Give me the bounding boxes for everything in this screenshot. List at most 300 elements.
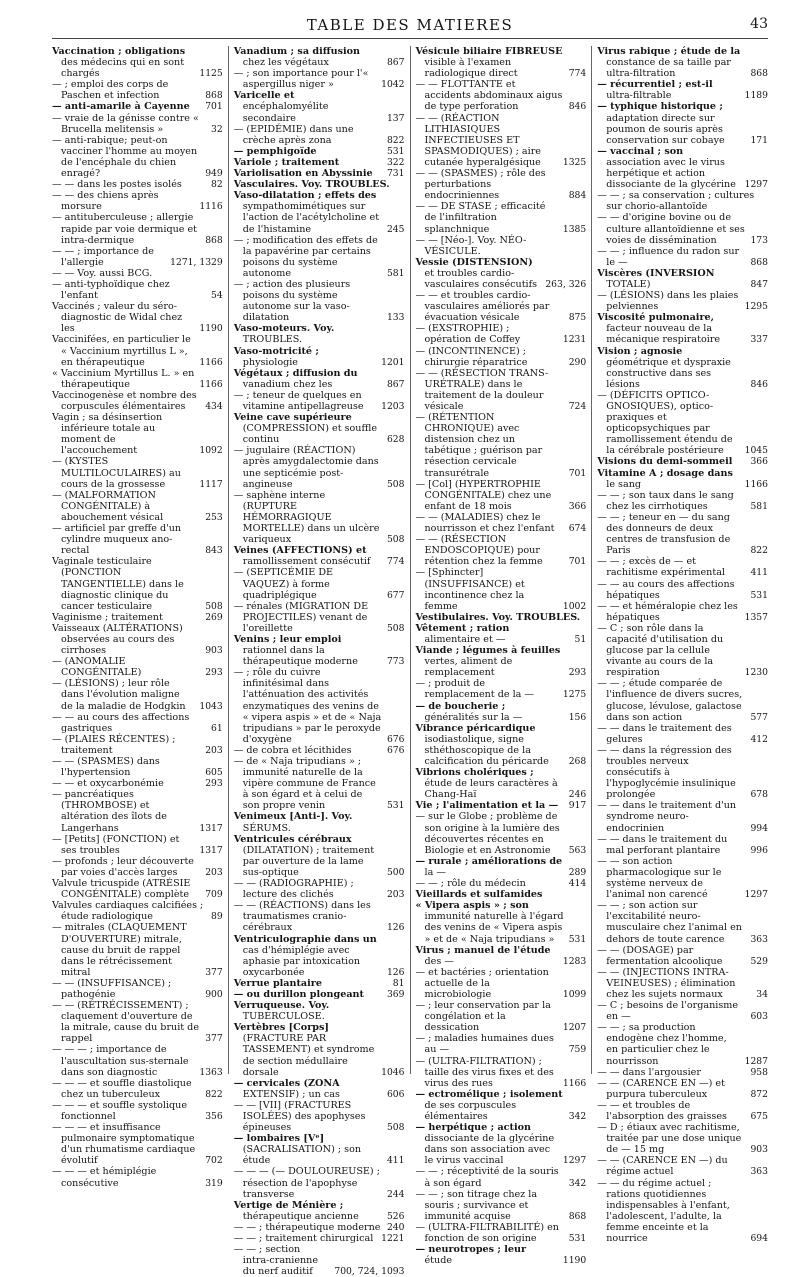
index-entry bbox=[597, 312, 768, 345]
index-entry-text: — — ; étude comparée de l'influence de divers sucres, glucose, lévulose, galactose dans son action bbox=[597, 678, 743, 723]
index-entry-text: — de « Naja tripudians » ; immunité naturelle de la vipère commune de France à son égard et à celui de son propre venin bbox=[233, 756, 376, 812]
index-entry-text: — ; action des plusieurs poisons du système autonome sur la vaso-dilatation bbox=[233, 278, 351, 324]
index-entry bbox=[597, 101, 768, 145]
index-entry-text: Ventricules cérébraux (DILATATION) ; traitement par ouverture de la lame sus-optique bbox=[233, 833, 375, 878]
index-entry-text: Vaso-dilatation ; effets des sympathomimétiques sur l'action de l'acétylcholine et de l'histamine bbox=[233, 190, 380, 235]
index-entry-text: — — (CARENCE EN —) et purpura tuberculeux bbox=[597, 1077, 725, 1100]
index-entry bbox=[234, 756, 405, 811]
index-entry-text: Vibrance péricardique isodiastolique, signe sthéthoscopique de la calcification du péricarde bbox=[415, 722, 549, 767]
index-entry-text: — ; maladies humaines dues au — bbox=[415, 1033, 554, 1056]
index-entry-text: — (INCONTINENCE) ; chirurgie réparatrice bbox=[415, 345, 528, 368]
index-entry-page: 994 bbox=[750, 822, 768, 834]
index-entry-text: Valvules cardiaques calcifiées ; étude radiologique bbox=[52, 900, 204, 923]
index-entry-page: 133 bbox=[386, 312, 405, 324]
index-entry bbox=[597, 1000, 768, 1022]
index-entry-page: 996 bbox=[750, 844, 768, 856]
index-entry-text: Visions du demi-sommeil bbox=[597, 456, 733, 468]
index-entry-text: « Vipera aspis » ; son immunité naturelle à l'égard des venins de « Vipera aspis » et de « Naja tripudians » bbox=[415, 900, 564, 945]
index-entry-page: 289 bbox=[568, 866, 587, 878]
index-entry bbox=[234, 445, 405, 489]
index-entry bbox=[234, 745, 405, 756]
index-entry-page: 1190 bbox=[199, 323, 223, 335]
index-entry-page: 1271, 1329 bbox=[170, 256, 223, 268]
index-entry-text: Végétaux ; diffusion du vanadium chez les bbox=[233, 367, 358, 390]
index-entry bbox=[234, 567, 405, 600]
index-entry bbox=[52, 922, 223, 977]
index-entry-text: — — ; traitement chirurgical bbox=[233, 1233, 374, 1245]
index-entry-text: — ; modification des effets de la papavérine par certains poisons du système autonome bbox=[233, 234, 378, 279]
index-entry bbox=[234, 346, 405, 368]
index-entry bbox=[234, 1000, 405, 1022]
index-entry-text: — ; son importance pour l'« aspergillus niger » bbox=[233, 68, 369, 91]
index-entry-page: 674 bbox=[568, 523, 587, 535]
index-entry-text: — — (RÉACTIONS) dans les traumatismes cranio-cérébraux bbox=[233, 900, 371, 934]
index-entry bbox=[234, 834, 405, 878]
index-entry-text: — pemphigoïde bbox=[233, 145, 317, 157]
index-entry-text: Vaccination ; obligations des médecins qui en sont chargés bbox=[52, 46, 186, 80]
index-entry-page: 774 bbox=[568, 68, 587, 80]
index-entry bbox=[234, 490, 405, 545]
index-entry-page: 529 bbox=[750, 955, 768, 967]
index-entry-text: Vésicule biliaire FIBREUSE visible à l'examen radiologique direct bbox=[415, 46, 563, 80]
index-entry bbox=[234, 190, 405, 234]
index-entry-page: 89 bbox=[211, 911, 223, 923]
index-entry-page: 822 bbox=[750, 545, 768, 557]
index-entry-text: Vêtement ; ration alimentaire et — bbox=[415, 622, 510, 645]
index-entry-text: Variolisation en Abyssinie bbox=[233, 168, 373, 180]
index-entry-page: 677 bbox=[386, 589, 405, 601]
index-entry bbox=[416, 811, 587, 855]
index-entry-page: 581 bbox=[750, 500, 768, 512]
index-entry bbox=[597, 856, 768, 900]
index-entry bbox=[597, 1078, 768, 1100]
index-entry-text: — (EPIDÉMIE) dans une crèche après zona bbox=[233, 123, 354, 146]
index-entry-page: 508 bbox=[205, 600, 223, 612]
index-entry-text: — vaccinal ; son association avec le virus herpétique et action dissociante de la glycérine bbox=[597, 145, 736, 191]
index-entry-page: 500 bbox=[386, 866, 405, 878]
index-entry-text: — — — ; importance de l'auscultation sus-sternale dans son diagnostic bbox=[52, 1044, 189, 1078]
index-entry-page: 577 bbox=[750, 711, 768, 723]
index-entry bbox=[52, 1000, 223, 1044]
index-entry-page: 171 bbox=[750, 134, 768, 146]
index-entry-page: 868 bbox=[750, 68, 768, 80]
index-entry-text: — (ULTRA-FILTRABILITÉ) en fonction de son origine bbox=[415, 1221, 559, 1245]
index-entry-text: — profonds ; leur découverte par voies d'accès larges bbox=[52, 855, 194, 878]
index-entry-text: Veines (AFFECTIONS) et ramollissement consécutif bbox=[233, 545, 371, 568]
index-entry-page: 700, 724, 1093 bbox=[334, 1266, 405, 1277]
index-entry-text: — — ; son titrage chez la souris ; survivance et immunité acquise bbox=[415, 1188, 538, 1222]
index-entry-page: 1116 bbox=[199, 201, 223, 213]
index-entry-page: 531 bbox=[568, 1233, 587, 1245]
index-entry-page: 676 bbox=[386, 744, 405, 756]
index-entry bbox=[52, 656, 223, 678]
index-entry-page: 61 bbox=[211, 722, 223, 734]
index-entry-text: — (ANOMALIE CONGÉNITALE) bbox=[52, 656, 142, 679]
index-entry-page: 356 bbox=[205, 1111, 223, 1122]
index-entry bbox=[234, 811, 405, 833]
index-entry-page: 51 bbox=[574, 633, 587, 645]
index-entry bbox=[416, 46, 587, 79]
index-entry bbox=[52, 368, 223, 390]
index-entry bbox=[234, 157, 405, 168]
index-entry-page: 377 bbox=[205, 966, 223, 978]
index-entry bbox=[234, 1233, 405, 1244]
index-entry bbox=[597, 1022, 768, 1066]
index-entry-text: — anti-rabique; peut-on vacciner l'homme au moyen de l'encéphale du chien enragé? bbox=[52, 134, 198, 180]
index-entry bbox=[597, 800, 768, 833]
index-entry bbox=[416, 368, 587, 412]
index-entry bbox=[597, 1067, 768, 1078]
index-entry bbox=[597, 468, 768, 490]
index-entry-page: 867 bbox=[386, 57, 405, 69]
index-entry-page: 563 bbox=[568, 844, 587, 856]
index-entry-page: 322 bbox=[386, 156, 405, 168]
index-entry-page: 32 bbox=[211, 123, 223, 135]
index-entry bbox=[416, 1122, 587, 1166]
index-entry-page: 1046 bbox=[381, 1066, 405, 1078]
index-entry-text: — — Voy. aussi BCG. bbox=[52, 267, 153, 279]
index-entry bbox=[416, 967, 587, 1000]
index-entry-page: 531 bbox=[386, 800, 405, 812]
index-entry-text: Vibrions cholériques ; étude de leurs caractères à Chang-Haï bbox=[415, 767, 558, 801]
index-entry bbox=[52, 978, 223, 1000]
index-entry-page: 846 bbox=[568, 101, 587, 113]
index-entry bbox=[416, 1222, 587, 1244]
index-entry bbox=[52, 789, 223, 833]
index-entry-page: 1283 bbox=[562, 955, 587, 967]
index-entry bbox=[52, 523, 223, 556]
index-entry-text: — — (DOSAGE) par fermentation alcoolique bbox=[597, 944, 723, 967]
index-entry-text: — de cobra et lécithides bbox=[233, 744, 352, 756]
index-entry-page: 342 bbox=[568, 1111, 587, 1122]
index-entry-page: 531 bbox=[750, 589, 768, 601]
index-entry-text: — lombaires [Vᵉ] (SACRALISATION) ; son étude bbox=[233, 1133, 362, 1167]
index-entry bbox=[416, 856, 587, 878]
index-entry bbox=[52, 712, 223, 734]
index-entry-text: — pancréatiques (THROMBOSE) et altération des îlots de Langerhans bbox=[52, 789, 167, 834]
index-entry-page: 240 bbox=[386, 1221, 405, 1233]
index-entry bbox=[234, 146, 405, 157]
index-entry-page: 508 bbox=[386, 534, 405, 546]
index-entry bbox=[234, 1200, 405, 1222]
index-entry bbox=[597, 1155, 768, 1177]
index-entry bbox=[597, 79, 768, 101]
page-title: TABLE DES MATIERES bbox=[306, 16, 514, 34]
index-entry-page: 603 bbox=[750, 1011, 768, 1023]
index-entry-page: 173 bbox=[750, 234, 768, 246]
index-entry-page: 900 bbox=[205, 988, 223, 1000]
index-entry-page: 377 bbox=[205, 1033, 223, 1045]
index-entry bbox=[416, 567, 587, 611]
index-entry-text: Viscosité pulmonaire, facteur nouveau de la mécanique respiratoire bbox=[597, 312, 721, 346]
index-entry-text: — — (RÉTRÉCISSEMENT) ; claquement d'ouverture de la mitrale, cause du bruit de rappel bbox=[52, 1000, 199, 1045]
index-entry bbox=[597, 1122, 768, 1155]
index-entry-text: — anti-amarile à Cayenne bbox=[52, 101, 190, 113]
index-entry-text: — — ; importance de l'allergie bbox=[52, 245, 154, 268]
index-entry-text: — — — et souffle diastolique chez un tuberculeux bbox=[52, 1077, 192, 1100]
index-entry bbox=[416, 678, 587, 700]
index-entry bbox=[416, 257, 587, 290]
index-entry-text: Vertige de Ménière ; thérapeutique ancienne bbox=[233, 1199, 359, 1222]
index-entry bbox=[234, 1222, 405, 1233]
index-entry-page: 366 bbox=[568, 500, 587, 512]
index-entry-page: 1117 bbox=[199, 478, 223, 490]
index-entry-text: — — des chiens après morsure bbox=[52, 190, 159, 213]
index-entry-text: Virus rabique ; étude de la constance de sa taille par ultra-filtration bbox=[597, 46, 741, 80]
index-entry bbox=[234, 667, 405, 745]
index-entry-page: 293 bbox=[205, 778, 223, 790]
index-entry-text: — — et oxycarbonémie bbox=[52, 778, 164, 790]
index-entry-page: 1230 bbox=[744, 667, 768, 679]
index-entry-page: 1231 bbox=[562, 334, 587, 346]
index-entry-text: — (RÉTENTION CHRONIQUE) avec distension chez un tabétique ; guérison par résection cervicale transurétrale bbox=[415, 412, 543, 479]
index-entry bbox=[416, 701, 587, 723]
index-entry bbox=[234, 46, 405, 68]
index-entry-text: — (MALFORMATION CONGÉNITALE) à abouchement vésical bbox=[52, 489, 164, 523]
index-entry-text: — rurale ; améliorations de la — bbox=[415, 855, 563, 878]
index-entry bbox=[597, 623, 768, 678]
index-entry-text: — C ; besoins de l'organisme en — bbox=[597, 1000, 739, 1023]
index-entry bbox=[52, 412, 223, 456]
index-entry bbox=[597, 46, 768, 79]
index-entry bbox=[416, 512, 587, 534]
index-entry bbox=[234, 1100, 405, 1133]
index-entry-page: 1002 bbox=[562, 600, 587, 612]
index-entry-text: — cervicales (ZONA EXTENSIF) ; un cas bbox=[233, 1077, 340, 1100]
index-entry bbox=[234, 168, 405, 179]
index-entry-page: 1317 bbox=[199, 844, 223, 856]
index-entry bbox=[234, 978, 405, 989]
index-entry-page: 253 bbox=[205, 511, 223, 523]
index-entry-page: 884 bbox=[568, 190, 587, 202]
index-entry-text: — rénales (MIGRATION DE PROJECTILES) venant de l'oreillette bbox=[233, 600, 369, 634]
index-entry-text: — — dans la régression des troubles nerveux consécutifs à l'hypoglycémie insulinique prolongée bbox=[597, 744, 736, 801]
index-entry bbox=[234, 124, 405, 146]
index-entry-page: 531 bbox=[568, 933, 587, 945]
index-entry bbox=[416, 168, 587, 201]
index-entry-text: — — (RÉSECTION TRANS-URÉTRALE) dans le traitement de la douleur vésicale bbox=[415, 367, 549, 412]
index-entry-page: 1317 bbox=[199, 822, 223, 834]
index-entry-text: — — ; sa conservation ; cultures sur chorio-allantoïde bbox=[597, 190, 755, 213]
index-entry-text: — — — et souffle systolique fonctionnel bbox=[52, 1099, 188, 1122]
index-entry-page: 822 bbox=[205, 1088, 223, 1100]
index-entry-text: — — au cours des affections hépatiques bbox=[597, 578, 735, 601]
index-entry-text: — antituberculeuse ; allergie rapide par voie dermique et intra-dermique bbox=[52, 212, 198, 246]
index-entry-text: — saphène interne (RUPTURE HÉMORRAGIQUE MORTELLE) dans un ulcère variqueux bbox=[233, 489, 380, 546]
index-entry-page: 54 bbox=[211, 290, 223, 302]
index-entry-text: Vaginisme ; traitement bbox=[52, 611, 163, 623]
index-entry bbox=[52, 113, 223, 135]
index-entry-page: 508 bbox=[386, 1122, 405, 1134]
index-entry-page: 1099 bbox=[562, 988, 587, 1000]
index-entry-text: — — (SPASMES) ; rôle des perturbations endocriniennes bbox=[415, 168, 546, 202]
index-entry-text: — de boucherie ; généralités sur la — bbox=[415, 700, 523, 723]
index-entry bbox=[52, 456, 223, 489]
index-entry-text: Vaisseaux (ALTÉRATIONS) observées au cours des cirrhoses bbox=[52, 622, 183, 657]
index-entry-text: — — (RÉSECTION ENDOSCOPIQUE) pour rétention chez la femme bbox=[415, 534, 543, 568]
index-entry-text: Vasculaires. Voy. TROUBLES. bbox=[233, 179, 390, 191]
index-entry bbox=[416, 1000, 587, 1033]
index-entry-text: Venins ; leur emploi rationnel dans la thérapeutique moderne bbox=[233, 633, 358, 668]
index-entry bbox=[416, 800, 587, 811]
index-entry-text: — — ; son taux dans le sang chez les cirrhotiques bbox=[597, 489, 734, 512]
index-entry bbox=[416, 889, 587, 900]
index-entry-text: — — (RADIOGRAPHIE) ; lecture des clichés bbox=[233, 878, 354, 901]
index-entry bbox=[416, 1089, 587, 1122]
index-entry-page: 156 bbox=[568, 711, 587, 723]
index-entry-text: — récurrentiel ; est-il ultra-filtrable bbox=[597, 79, 713, 102]
index-entry-page: 868 bbox=[205, 234, 223, 246]
index-entry-text: — — dans l'argousier bbox=[597, 1066, 701, 1078]
index-entry-text: — — (INSUFFISANCE) ; pathogénie bbox=[52, 977, 172, 1000]
index-entry-page: 724 bbox=[568, 401, 587, 412]
index-entry bbox=[234, 235, 405, 279]
page-header bbox=[52, 14, 768, 39]
index-column-1 bbox=[52, 46, 228, 1189]
index-entry bbox=[52, 756, 223, 778]
index-entry-text: — C ; son rôle dans la capacité d'utilisation du glucose par la cellule vivante au cours de la respiration bbox=[597, 622, 724, 679]
index-entry bbox=[52, 623, 223, 656]
index-entry bbox=[416, 290, 587, 323]
index-entry-text: — — — et insuffisance pulmonaire symptomatique d'un rhumatisme cardiaque évolutif bbox=[52, 1122, 196, 1167]
index-entry-text: — sur le Globe ; problème de son origine à la lumière des découvertes récentes en Biologie et en Astronomie bbox=[415, 811, 560, 856]
index-entry-page: 1385 bbox=[562, 223, 587, 235]
index-entry-text: — — au cours des affections gastriques bbox=[52, 711, 190, 734]
index-entry-page: 203 bbox=[386, 889, 405, 901]
index-entry bbox=[52, 101, 223, 112]
index-entry bbox=[597, 834, 768, 856]
index-entry-text: — — DE STASE ; efficacité de l'infiltration splanchnique bbox=[415, 201, 546, 235]
index-entry-text: Variole ; traitement bbox=[233, 156, 340, 168]
index-entry bbox=[597, 745, 768, 800]
index-entry-text: — — ; teneur en — du sang des donneurs de deux centres de transfusion de Paris bbox=[597, 511, 731, 557]
index-entry bbox=[597, 945, 768, 967]
index-entry-text: — ectromélique ; isolement de ses corpuscules élémentaires bbox=[415, 1088, 563, 1122]
index-entry-page: 434 bbox=[205, 401, 223, 412]
index-entry-page: 268 bbox=[568, 756, 587, 767]
index-entry-page: 1045 bbox=[744, 445, 768, 457]
index-entry bbox=[52, 1100, 223, 1122]
index-entry-text: — — d'origine bovine ou de culture allantoïdienne et ses voies de dissémination bbox=[597, 212, 745, 246]
index-entry-page: 875 bbox=[568, 312, 587, 324]
index-entry-text: — ; leur conservation par la congélation et la dessication bbox=[415, 1000, 551, 1034]
index-entry bbox=[52, 834, 223, 856]
index-entry bbox=[234, 1022, 405, 1077]
index-entry-page: 675 bbox=[750, 1111, 768, 1122]
index-entry-page: 868 bbox=[750, 256, 768, 268]
index-entry-page: 949 bbox=[205, 168, 223, 180]
index-entry-page: 34 bbox=[756, 988, 768, 1000]
index-entry-text: — (ULTRA-FILTRATION) ; taille des virus fixes et des virus des rues bbox=[415, 1055, 554, 1089]
index-entry bbox=[597, 579, 768, 601]
index-entry-text: Vaso-motricité ; physiologie bbox=[233, 345, 319, 368]
index-column-3 bbox=[410, 46, 592, 1267]
index-entry-text: — — FLOTTANTE et accidents abdominaux aigus de type perforation bbox=[415, 79, 563, 113]
index-entry bbox=[597, 212, 768, 245]
index-entry-text: — (DÉFICITS OPTICO-GNOSIQUES), optico-praxiques et opticopsychiques par ramollissement étendu de la cérébrale postérieure bbox=[597, 389, 733, 457]
index-entry-page: 342 bbox=[568, 1177, 587, 1189]
index-entry-page: 319 bbox=[205, 1177, 223, 1189]
index-entry-page: 847 bbox=[750, 278, 768, 290]
index-entry bbox=[234, 900, 405, 933]
index-entry-page: 628 bbox=[386, 434, 405, 446]
index-entry bbox=[52, 179, 223, 190]
index-entry bbox=[52, 246, 223, 268]
index-entry-page: 867 bbox=[386, 378, 405, 390]
index-entry bbox=[234, 90, 405, 123]
index-entry bbox=[597, 146, 768, 190]
index-entry-text: — ; teneur de quelques en vitamine antipellagreuse bbox=[233, 389, 364, 412]
index-entry-page: 1363 bbox=[199, 1066, 223, 1078]
index-entry-text: — artificiel par greffe d'un cylindre muqueux ano-rectal bbox=[52, 523, 182, 557]
index-entry bbox=[416, 1166, 587, 1188]
index-entry bbox=[597, 268, 768, 290]
index-entry-page: 1166 bbox=[199, 356, 223, 368]
index-entry bbox=[597, 390, 768, 457]
index-entry bbox=[234, 1078, 405, 1100]
index-entry bbox=[597, 190, 768, 212]
index-entry bbox=[234, 368, 405, 390]
index-entry bbox=[416, 1189, 587, 1222]
index-entry bbox=[52, 900, 223, 922]
index-entry bbox=[416, 623, 587, 645]
index-entry-text: — — dans les postes isolés bbox=[52, 179, 182, 191]
index-entry-page: 82 bbox=[211, 179, 223, 191]
index-columns bbox=[52, 46, 768, 1277]
index-entry bbox=[416, 1056, 587, 1089]
index-entry-page: 1043 bbox=[199, 700, 223, 712]
index-column-4 bbox=[591, 46, 768, 1245]
index-entry-text: Viande ; légumes à feuilles vertes, aliment de remplacement bbox=[415, 645, 561, 679]
index-entry bbox=[416, 723, 587, 767]
index-entry-text: Vagin ; sa désinsertion inférieure totale au moment de l'accouchement bbox=[52, 412, 163, 457]
index-entry-text: — — du régime actuel ; rations quotidiennes indispensables à l'enfant, l'adolescent, l'adulte, la femme enceinte et la nourrice bbox=[597, 1177, 730, 1245]
index-entry-page: 508 bbox=[386, 478, 405, 490]
index-entry-page: 411 bbox=[386, 1155, 405, 1167]
index-entry-page: 245 bbox=[386, 223, 405, 235]
index-entry-page: 843 bbox=[205, 545, 223, 557]
index-entry-page: 508 bbox=[386, 622, 405, 634]
index-entry bbox=[52, 334, 223, 367]
index-entry-page: 581 bbox=[386, 267, 405, 279]
index-entry-page: 1042 bbox=[381, 79, 405, 91]
index-entry-text: — — ; thérapeutique moderne bbox=[233, 1221, 381, 1233]
index-entry bbox=[52, 190, 223, 212]
index-entry bbox=[52, 856, 223, 878]
index-entry-text: — — (MALADIES) chez le nourrisson et chez l'enfant bbox=[415, 511, 555, 535]
index-entry bbox=[52, 612, 223, 623]
index-entry bbox=[234, 1166, 405, 1199]
index-entry-text: — ; emploi des corps de Paschen et infection bbox=[52, 79, 169, 102]
index-entry-text: — — son action pharmacologique sur le système nerveux de l'animal non carencé bbox=[597, 855, 722, 901]
index-entry bbox=[416, 323, 587, 345]
index-entry-text: Vaccinifées, en particulier le « Vaccinium myrtillus L », en thérapeutique bbox=[52, 334, 191, 368]
index-entry-page: 1092 bbox=[199, 445, 223, 457]
index-entry bbox=[52, 268, 223, 279]
index-entry bbox=[597, 723, 768, 745]
index-entry-text: Verruqueuse. Voy. TUBERCULOSE. bbox=[233, 1000, 330, 1023]
index-entry bbox=[234, 601, 405, 634]
index-entry-page: 676 bbox=[386, 733, 405, 745]
index-entry-page: 701 bbox=[568, 467, 587, 479]
index-entry bbox=[416, 945, 587, 967]
index-entry bbox=[416, 1244, 587, 1266]
index-entry-page: 81 bbox=[392, 977, 405, 989]
index-entry-page: 126 bbox=[386, 966, 405, 978]
index-entry-page: 872 bbox=[750, 1088, 768, 1100]
index-entry-text: — ; rôle du cuivre infinitésimal dans l'atténuation des activités enzymatiques des venins de « vipera aspis » et de « Naja tripudians » par le peroxyde d'oxygène bbox=[233, 667, 382, 745]
index-entry-text: — — ; réceptivité de la souris à son égard bbox=[415, 1166, 559, 1189]
